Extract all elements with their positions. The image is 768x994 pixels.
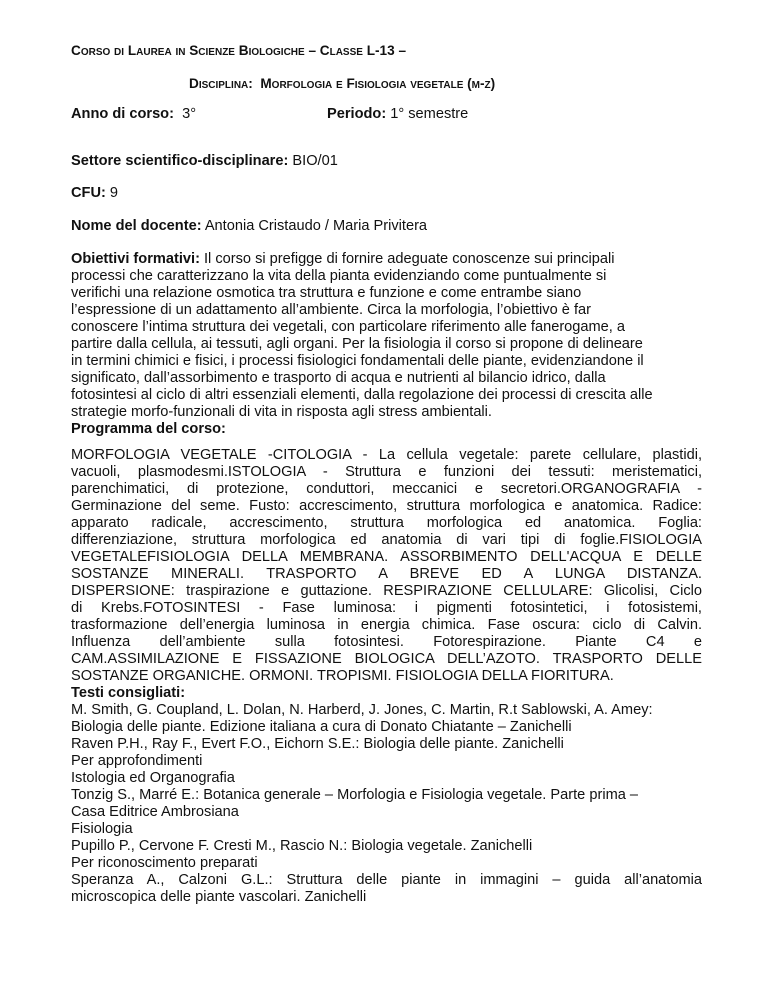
obiettivi-line: in termini chimici e fisici, i processi fisiologici fondamentali delle piante, evidenziandone il xyxy=(71,353,644,369)
settore-value: BIO/01 xyxy=(292,153,338,169)
programma-line: VEGETALEFISIOLOGIA DELLA MEMBRANA. ASSORBIMENTO DELL'ACQUA E DELLE xyxy=(71,549,702,565)
anno-value: 3° xyxy=(182,106,197,122)
obiettivi-line: verifichi una relazione osmotica tra struttura e funzione e come entrambe siano xyxy=(71,285,582,301)
testi-line: Tonzig S., Marré E.: Botanica generale – Morfologia e Fisiologia vegetale. Parte prima – xyxy=(71,787,639,803)
periodo-value: 1° semestre xyxy=(390,106,469,122)
docente-field xyxy=(71,218,427,234)
programma-line: Germinazione del seme. Fusto: accrescimento, struttura morfologica e anatomica. Radice: xyxy=(71,498,702,514)
programma-line: differenziazione, struttura morfologica ed anatomia di vari tipi di foglie.FISIOLOGIA xyxy=(71,532,702,548)
docente-label: Nome del docente: xyxy=(71,218,202,234)
course-header: Corso di Laurea in Scienze Biologiche – Classe L-13 – xyxy=(71,43,407,58)
obiettivi-line: strategie morfo-funzionali di vita in risposta agli stress ambientali. xyxy=(71,404,492,420)
programma-line: vacuoli, plasmodesmi.ISTOLOGIA - Struttura e funzioni dei tessuti: meristematici, xyxy=(71,464,702,480)
programma-line: MORFOLOGIA VEGETALE -CITOLOGIA - La cellula vegetale: parete cellulare, plastidi, xyxy=(71,447,702,463)
programma-line: SOSTANZE MINERALI. TRASPORTO A BREVE ED A LUNGA DISTANZA. xyxy=(71,566,702,582)
programma-heading: Programma del corso: xyxy=(71,421,226,437)
obiettivi-line: conoscere l’intima struttura dei vegetali, con particolare riferimento alle fanerogame, a xyxy=(71,319,626,335)
obiettivi-line: partire dalla cellula, ai tessuti, agli organi. Per la fisiologia il corso si propone di delineare xyxy=(71,336,643,352)
periodo-label: Periodo: xyxy=(327,106,387,122)
testi-line: microscopica delle piante vascolari. Zanichelli xyxy=(71,889,367,905)
obiettivi-label: Obiettivi formativi: xyxy=(71,251,200,267)
periodo-field xyxy=(327,106,468,122)
testi-line: Per approfondimenti xyxy=(71,753,203,769)
testi-line: Pupillo P., Cervone F. Cresti M., Rascio N.: Biologia vegetale. Zanichelli xyxy=(71,838,533,854)
discipline-line xyxy=(189,76,495,91)
testi-heading: Testi consigliati: xyxy=(71,685,186,701)
cfu-label: CFU: xyxy=(71,185,106,201)
settore-field xyxy=(71,153,338,169)
settore-label: Settore scientifico-disciplinare: xyxy=(71,153,289,169)
programma-line: di Krebs.FOTOSINTESI - Fase luminosa: i pigmenti fotosintetici, i fotosistemi, xyxy=(71,600,702,616)
programma-line: trasformazione dell’energia luminosa in energia chimica. Fase oscura: ciclo di Calvin. xyxy=(71,617,702,633)
testi-line: Istologia ed Organografia xyxy=(71,770,235,786)
cfu-field xyxy=(71,185,118,201)
obiettivi-line: significato, dall’assorbimento e trasporto di acqua e nutrienti al bilancio idrico, dalla xyxy=(71,370,606,386)
anno-field xyxy=(71,106,196,122)
testi-line: Raven P.H., Ray F., Evert F.O., Eichorn S.E.: Biologia delle piante. Zanichelli xyxy=(71,736,564,752)
testi-line: Casa Editrice Ambrosiana xyxy=(71,804,239,820)
testi-line: Speranza A., Calzoni G.L.: Struttura delle piante in immagini – guida all’anatomia xyxy=(71,872,702,888)
obiettivi-line: processi che caratterizzano la vita della pianta evidenziando come puntualmente si xyxy=(71,268,607,284)
anno-label: Anno di corso: xyxy=(71,106,174,122)
programma-line: parenchimatici, di protezione, conduttori, meccanici e secretori.ORGANOGRAFIA - xyxy=(71,481,702,497)
programma-line: apparato radicale, accrescimento, struttura morfologica ed anatomica. Foglia: xyxy=(71,515,702,531)
programma-line: DISPERSIONE: traspirazione e guttazione. RESPIRAZIONE CELLULARE: Glicolisi, Ciclo xyxy=(71,583,702,599)
programma-line: SOSTANZE ORGANICHE. ORMONI. TROPISMI. FISIOLOGIA DELLA FIORITURA. xyxy=(71,668,614,684)
testi-section xyxy=(71,702,702,906)
obiettivi-line xyxy=(71,251,702,268)
obiettivi-text: Il corso si prefigge di fornire adeguate conoscenze sui principali xyxy=(199,251,615,267)
obiettivi-line: fotosintesi al ciclo di altri essenziali elementi, dalla regolazione dei processi di crescita alle xyxy=(71,387,653,403)
discipline-value: Morfologia e Fisiologia vegetale (m-z) xyxy=(260,76,496,91)
programma-line: Influenza dell’ambiente sulla fotosintesi. Fotorespirazione. Piante C4 e xyxy=(71,634,702,650)
obiettivi-line: l’espressione di un adattamento all’ambiente. Circa la morfologia, l’obiettivo è far xyxy=(71,302,591,318)
obiettivi-section xyxy=(71,251,702,421)
testi-line: Fisiologia xyxy=(71,821,133,837)
testi-line: Per riconoscimento preparati xyxy=(71,855,258,871)
docente-value: Antonia Cristaudo / Maria Privitera xyxy=(204,218,428,234)
cfu-value: 9 xyxy=(109,185,119,201)
discipline-label: Disciplina: xyxy=(189,76,253,91)
testi-line: Biologia delle piante. Edizione italiana a cura di Donato Chiatante – Zanichelli xyxy=(71,719,572,735)
programma-section xyxy=(71,447,702,685)
testi-line: M. Smith, G. Coupland, L. Dolan, N. Harberd, J. Jones, C. Martin, R.t Sablowski, A. Amey: xyxy=(71,702,653,718)
programma-line: CAM.ASSIMILAZIONE E FISSAZIONE BIOLOGICA DELL’AZOTO. TRASPORTO DELLE xyxy=(71,651,702,667)
